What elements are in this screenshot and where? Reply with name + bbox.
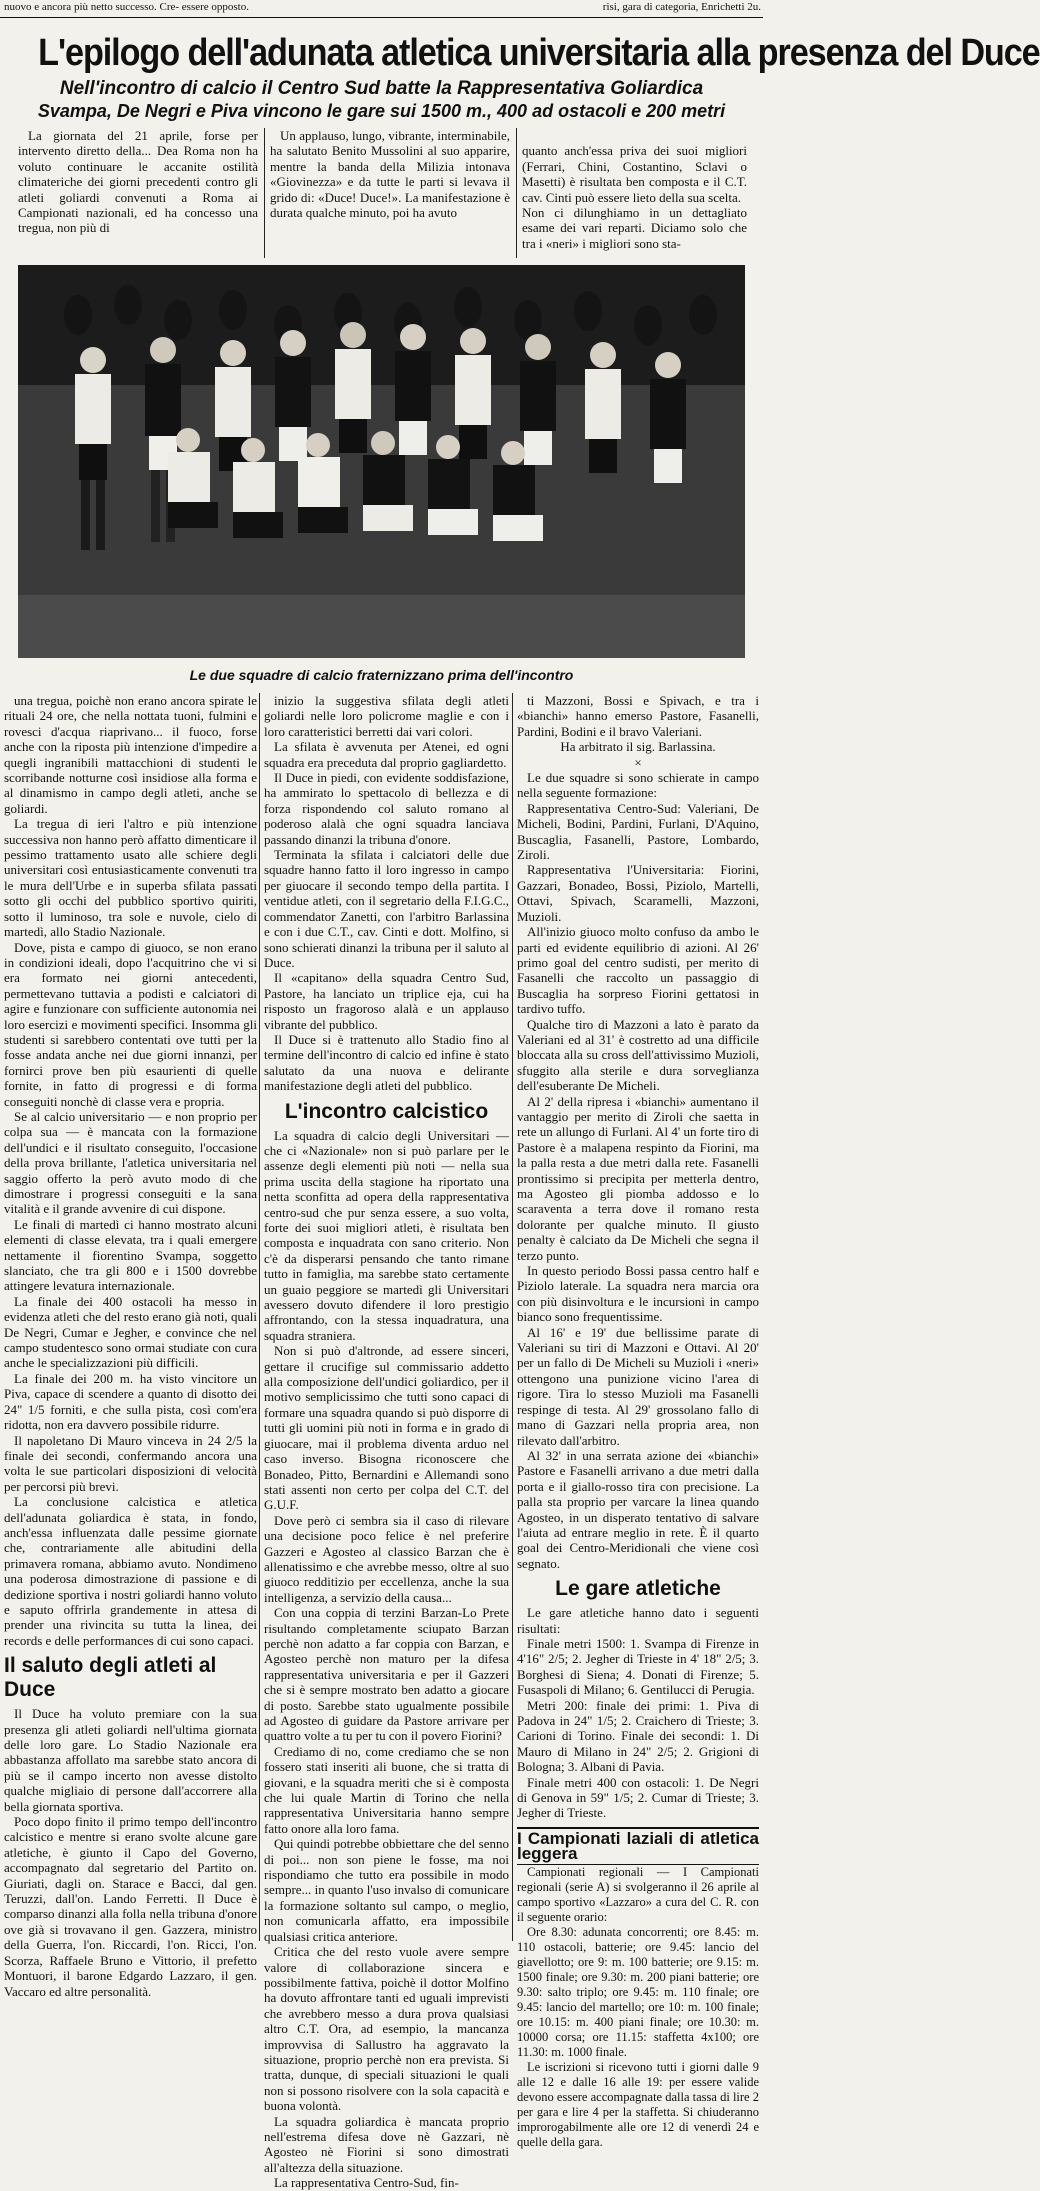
paragraph: La rappresentativa Centro-Sud, fin- (274, 2175, 459, 2191)
paragraph: ti Mazzoni, Bossi e Spivach, e tra i «bianchi» hanno emerso Pastore, Fasanelli, Pardini, Bodini e il bravo Valeriani. (517, 693, 759, 739)
column-divider (516, 128, 517, 258)
intro-paragraph: quanto anch'essa priva dei suoi migliori (Ferrari, Chini, Costantino, Sclavi o Masetti) è risultata ben composta e il C.T. cav. Cinti può essere lieto della sua scelta. Non ci dilunghiamo in un dettagliato esame dei vari reparti. Diciamo solo che tra i «neri» i migliori sono sta- (522, 143, 747, 251)
paragraph: Non si può d'altronde, ad essere sinceri, gettare il crucifige sul commissario addetto alla composizione dell'undici goliardico, per il motivo semplicissimo che tutti sono capaci di formare una squadra quando si può disporre di tutti gli uomini più noti in forma e in grado di giuocare, mai il problema diventa arduo nel caso inverso. Bisogna riconoscere che Bonadeo, Pitto, Bernardini e Allemandi sono stati assenti non certo per colpa del C.T. del G.U.F. (264, 1343, 509, 1513)
photo-caption: Le due squadre di calcio fraternizzano prima dell'incontro (189, 667, 574, 683)
paragraph: Se al calcio universitario — e non proprio per colpa sua — è mancata con la formazione dell'undici e il risultato conseguito, l'occasione della prova brillante, l'atletica universitaria nel saggio offerto la però avuto modo di che dimostrare i progressi conseguiti e la sana vitalità e il grande avvenire di cui dispone. (4, 1108, 257, 1217)
column-1 (4, 693, 257, 1999)
result-item: Finale metri 1500: 1. Svampa di Firenze in 4'16" 2/5; 2. Jegher di Trieste in 4' 18" 2/5; 3. Borghesi di Siena; 4. Donati di Firenze; 5. Fusaspoli di Milano; 6. Gentilucci di Perugia. (517, 1635, 759, 1698)
paragraph: La conclusione calcistica e atletica dell'adunata goliardica è stata, in fondo, anch'essa influenzata dalle pessime giornate che, contrariamente alle abitudini della primavera romana, abbiamo avuto. Nondimeno una poderosa dimostrazione di passione e di dedizione sportiva i nostri goliardi hanno voluto e saputo offrirla grandemente in attesa di prender una rivincita su tutta la linea, dei records e delle performances di cui sono capaci. (4, 1494, 257, 1648)
paragraph: La squadra di calcio degli Universitari — che ci «Nazionale» non si può parlare per le assenze degli elementi più noti — nella sua prima uscita della stagione ha riportato una netta sconfitta ad opera della rappresentativa centro-sud che pur senza essere, a suo volta, forte dei suoi migliori atleti, è risultata ben composta e inquadrata con sano criterio. Non c'è da disperarsi pensando che tanto rimane tutto in famiglia, ma sarebbe stato certamente un guaio peggiore se martedì gli Universitari avessero dovuto difendere il loro prestigio affrontando, con la stessa inquadratura, una squadra straniera. (264, 1127, 509, 1343)
box-title: I Campionati laziali di atletica leggera (517, 1828, 759, 1864)
lineup-intro: Le due squadre si sono schierate in campo nella seguente formazione: (517, 770, 759, 801)
paragraph: inizio la suggestiva sfilata degli atleti goliardi nelle loro policrome maglie e con i loro caratteristici berretti dai vari colori. (264, 693, 509, 739)
paragraph: La finale dei 400 ostacoli ha messo in evidenza atleti che del resto erano già noti, quali De Negri, Cumar e Jegher, e convince che nel campo studentesco sono ormai studiate con cura anche le specializzazioni più difficili. (4, 1293, 257, 1371)
section-title-gare: Le gare atletiche (555, 1577, 721, 1601)
intro-column-2 (270, 128, 510, 258)
paragraph: Il Duce ha voluto premiare con la sua presenza gli atleti goliardi nell'ultima giornata delle loro gare. Lo Stadio Nazionale era abbastanza affollato ma sarebbe stato ancora di più se il campo incerto non avesse distolto qualche migliaio di persone dall'accorrere alla bella giornata sportiva. (4, 1706, 257, 1814)
intro-paragraph: La giornata del 21 aprile, forse per intervento diretto della... Dea Roma non ha voluto continuare le accanite ostilità climateriche dei giorni precedenti contro gli atleti goliardi convenuti a Roma ai Campionati nazionali, ed ha concesso una tregua, non più di (18, 128, 258, 236)
section-title-incontro: L'incontro calcistico (284, 1099, 489, 1123)
lineup-centro-sud: Rappresentativa Centro-Sud: Valeriani, De Micheli, Bodini, Pardini, Furlani, D'Aquino, Buscaglia, Fasanelli, Pastore, Lombardo, Ziroli. (517, 800, 759, 863)
subheadline-1: Nell'incontro di calcio il Centro Sud batte la Rappresentativa Goliardica (59, 78, 704, 99)
paragraph: Ore 8.30: adunata concorrenti; ore 8.45: m. 110 ostacoli, batterie; ore 9.45: lancio del giavellotto; ore 9: m. 100 batterie; ore 9.15: m. 1500 finale; ore 9.30: m. 200 piani batterie; ore 9.30: salto triplo; ore 9.45: m. 110 finale; ore 9.45: lancio del martello; ore 10: m. 100 finale; ore 10.15: m. 400 piani finale; ore 10.30: m. 10000 corsa; ore 11.15: staffetta 4x100; ore 11.30: m. 1000 finale. (517, 1924, 759, 2059)
paragraph: una tregua, poichè non erano ancora spirate le rituali 24 ore, che nella nottata tuoni, fulmini e rovesci d'acqua riaprivano... il fuoco, forse anche con la riposta più intenzione d'impedire a quegli ingranibili mattacchioni di studenti le scorribande notturne così insidiose alla forma e al dinamismo in campo degli atleti, anche se goliardi. (4, 693, 257, 816)
laziali-box (517, 1827, 759, 1865)
paragraph: Critica che del resto vuole avere sempre valore di collaborazione sincera e possibilmente fattiva, poichè il dottor Molfino ha dovuto affrontare tanti ed uguali imprevisti che avrebbero messo a dura prova qualsiasi altro C.T. Ora, ad esempio, la mancanza improvvisa di Sallustro ha aggravato la situazione, proprio perchè non era prevista. Si tratta, dunque, di speciali situazioni le quali non si possono risolvere con la sola capacità e buona volontà. (264, 1944, 509, 2114)
paragraph: Il Duce in piedi, con evidente soddisfazione, ha ammirato lo spettacolo di bellezza e di forza rispondendo col saluto romano al poderoso alalà che ogni squadra lanciava passando dinanzi la tribuna d'onore. (264, 770, 509, 847)
column-divider (512, 693, 513, 1941)
intro-paragraph: Un applauso, lungo, vibrante, interminabile, ha salutato Benito Mussolini al suo apparire, mentre la banda della Milizia intonava «Giovinezza» e da tutte le parti si levava il grido di: «Duce! Duce!». La manifestazione è durata qualche minuto, poi ha avuto (270, 128, 510, 221)
paragraph: Crediamo di no, come crediamo che se non fossero stati inseriti ali buone, che si tratta di giovani, e la squadra meriti che si è composta che lui quale Martin di Torino che nella rappresentativa Universitaria hanno sempre fatto onore alla loro fama. (264, 1743, 509, 1836)
intro-column-1 (18, 128, 258, 258)
paragraph: Qui quindi potrebbe obbiettare che del senno di poi... non son piene le fosse, ma noi rispondiamo che tutto era possibile in modo sempre... in quanto l'uso invalso di comunicare la formazione soltanto sul campo, o meglio, non comunicarla affatto, era impossibile qualsiasi critica anteriore. (264, 1836, 509, 1944)
column-2 (264, 693, 509, 2191)
column-divider (259, 693, 260, 1941)
paragraph: Il «capitano» della squadra Centro Sud, Pastore, ha lanciato un triplice eja, cui ha risposto un fragoroso alalà e un applauso vibrante del pubblico. (264, 970, 509, 1032)
paragraph: Al 2' della ripresa i «bianchi» aumentano il vantaggio per merito di Ziroli che saetta in rete un allungo di Furlani. Al 4' un forte tiro di Pastore è a malapena respinto da Fiorini, ma la palla resta a due metri dalla rete. Fasanelli prontissimo si precipita per metterla dentro, ma Agosteo gli piomba addosso e lo scaraventa a terra dove il romano resta dolorante per qualche minuto. Il giusto penalty è calciato da De Micheli che segna il terzo punto. (517, 1093, 759, 1263)
paragraph: In questo periodo Bossi passa centro half e Piziolo laterale. La squadra nera marcia ora con più disinvoltura e le incursioni in campo bianco sono frequentissime. (517, 1263, 759, 1325)
top-rule (0, 17, 763, 18)
paragraph: La finale dei 200 m. ha visto vincitore un Piva, capace di scendere a quanto di disotto dei 24" 1/5 forniti, e che sulla pista, così com'era ridotta, non era davvero possibile ridurre. (4, 1370, 257, 1433)
paragraph: La squadra goliardica è mancata proprio nell'estrema difesa dove nè Gazzari, nè Agosteo nè Fiorini si sono dimostrati all'altezza della situazione. (264, 2113, 509, 2175)
result-item: Metri 200: finale dei primi: 1. Piva di Padova in 24" 1/5; 2. Craichero di Trieste; 3. Carioni di Torino. Finale dei secondi: 1. Di Mauro di Milano in 24" 2/5; 2. Grigioni di Bologna; 3. Albani di Pavia. (517, 1697, 759, 1775)
result-item: Finale metri 400 con ostacoli: 1. De Negri di Genova in 59" 1/5; 2. Cumar di Trieste; 3. Jegher di Trieste. (517, 1774, 759, 1821)
paragraph: Poco dopo finito il primo tempo dell'incontro calcistico e mentre si erano svolte alcune gare atletiche, è giunto il Capo del Governo, accompagnato dal segretario del Partito on. Giuriati, dagli on. Starace e Bacci, dal gen. Teruzzi, dall'on. Lando Ferretti. Il Duce è comparso dinanzi alla folla nella tribuna d'onore ove già si trovavano il gen. Gazzera, ministro della Guerra, l'on. Riccardi, l'on. Ricci, l'on. Scorza, Raffaele Bruno e Vittorio, il prefetto Montuori, il barone Edgardo Lazzaro, il gen. Vaccaro ed altre personalità. (4, 1814, 257, 1999)
lineup-universitaria: Rappresentativa l'Universitaria: Fiorini, Gazzari, Bonadeo, Bossi, Piziolo, Martelli, Ottavi, Spivach, Scaramelli, Mazzoni, Muzioli. (517, 862, 759, 924)
paragraph: Terminata la sfilata i calciatori delle due squadre hanno fatto il loro ingresso in campo per giuocare il secondo tempo della partita. I ventidue atleti, con il segretario della F.I.G.C., commendator Zanetti, con l'arbitro Barlassina e con i due C.T., cav. Cinti e dott. Molfino, si sono schierati dinanzi la tribuna per il saluto al Duce. (264, 847, 509, 970)
paragraph: Al 32' in una serrata azione dei «bianchi» Pastore e Fasanelli arrivano a due metri dalla porta e il giallo-rosso tira con precisione. La palla sta proprio per varcare la linea quando Agosteo, in un disperato tentativo di salvare l'aiuta ad entrare meglio in rete. È il quarto goal dei Centro-Meridionali che viene così segnato. (517, 1447, 759, 1571)
intro-column-3 (522, 128, 747, 258)
paragraph: All'inizio giuoco molto confuso da ambo le parti ed evidente equilibrio di azioni. Al 26' primo goal del centro sudisti, per merito di Fasanelli che raccolto un passaggio di Buscaglia ha sorpreso Fiorini gettatosi in tardivo tuffo. (517, 924, 759, 1017)
paragraph: Dove però ci sembra sia il caso di rilevare una decisione poco felice è nel preferire Gazzeri e Agosteo al classico Barzan che è allenatissimo e che avrebbe messo, oltre al suo giuoco redditizio per eccellenza, anche la sua intelligenza, a servizio della causa... (264, 1512, 509, 1605)
paragraph: Le finali di martedì ci hanno mostrato alcuni elementi di classe elevata, tra i quali emergere nettamente il fiorentino Svampa, soggetto slanciato, che tra gli 800 e i 1500 dovrebbe attingere levatura internazionale. (4, 1216, 257, 1294)
separator-mark: × (634, 754, 642, 770)
paragraph: La sfilata è avvenuta per Atenei, ed ogni squadra era preceduta dal proprio gagliardetto. (264, 739, 509, 770)
team-photo-illustration (18, 265, 745, 658)
section-title-saluto: Il saluto degli atleti al Duce (4, 1654, 217, 1702)
paragraph: Qualche tiro di Mazzoni a lato è parato da Valeriani ed al 31' è costretto ad una difficile bloccata alla su cross dell'attivissimo Muzioli, sfuggito alla sterile e dura sorveglianza dell'esuberante De Micheli. (517, 1016, 759, 1094)
column-3 (517, 693, 759, 2149)
top-strip-right: risi, gara di categoria, Enrichetti 2u. (602, 1, 761, 13)
headline: L'epilogo dell'adunata atletica universitaria alla presenza del Duce (38, 32, 1040, 74)
column-divider (264, 128, 265, 258)
team-photo (18, 265, 745, 658)
paragraph: Le iscrizioni si ricevono tutti i giorni dalle 9 alle 12 e dalle 16 alle 19: per essere valide devono essere accompagnate dalla tassa di lire 2 per gara e lire 4 per la staffetta. Si chiuderanno improrogabilmente alle ore 12 di venerdì 24 e quelle della gara. (517, 2059, 759, 2149)
paragraph: Il Duce si è trattenuto allo Stadio fino al termine dell'incontro di calcio ed infine è stato salutato da una nuova e delirante manifestazione degli atleti del pubblico. (264, 1031, 509, 1094)
paragraph: Le gare atletiche hanno dato i seguenti risultati: (517, 1605, 759, 1636)
paragraph: Il napoletano Di Mauro vinceva in 24 2/5 la finale dei secondi, confermando ancora una volta le sue particolari disposizioni di velocità per percorsi più brevi. (4, 1432, 257, 1494)
paragraph: Ha arbitrato il sig. Barlassina. (560, 739, 716, 755)
subheadline-2: Svampa, De Negri e Piva vincono le gare sui 1500 m., 400 ad ostacoli e 200 metri (37, 101, 726, 121)
paragraph: Campionati regionali — I Campionati regionali (serie A) si svolgeranno il 26 aprile al campo sportivo «Lazzaro» a cura del C. R. con il seguente orario: (517, 1864, 759, 1924)
paragraph: La tregua di ieri l'altro e più intenzione successiva non hanno però affatto dimenticare il pessimo trattamento usato alle schiere degli universitari così entusiasticamente convenuti tra le mura dell'Urbe e in superba sfilata passati sotto gli occhi del pubblico sportivo quiriti, sotto il luminoso, tra sole e nuvole, cielo di martedì, allo Stadio Nazionale. (4, 816, 257, 940)
paragraph: Dove, pista e campo di giuoco, se non erano in condizioni ideali, dopo l'acquitrino che vi si era formato nei giorni antecedenti, permettevano tuttavia a podisti e calciatori di agire e funzionare con sufficiente autonomia nei loro esercizi e movimenti specifici. Insomma gli studenti si sarebbero contentati ove tutti per la fosse andata anche nei due giorni innanzi, per fornirci prove ben più esaurienti di quelle fornite, in fatto di progressi e di forma conseguiti nonchè di classe vera e propria. (4, 939, 257, 1109)
paragraph: Con una coppia di terzini Barzan-Lo Prete risultando completamente sciupato Barzan perchè non adatto a far coppia con Barzan, e Agosteo perchè non maturo per la difesa rappresentativa universitaria e per il Gazzeri che si è sempre mostrato ben adatto a giocare di posto. Sarebbe stato ugualmente possibile ad Agosteo di guidare da Pastore arrivare per quattro volte a tu per tu con il povero Fiorini? (264, 1605, 509, 1744)
paragraph: Al 16' e 19' due bellissime parate di Valeriani su tiri di Mazzoni e Ottavi. Al 20' per un fallo di De Micheli su Muzioli i «neri» ottengono una punizione vicino l'area di rigore. Tira lo stesso Muzioli ma Fasanelli respinge di testa. Al 29' grossolano fallo di mano di Gazzari nella propria area, non rilevato dall'arbitro. (517, 1324, 759, 1448)
top-strip-left: nuovo e ancora più netto successo. Cre- essere opposto. (4, 1, 249, 13)
